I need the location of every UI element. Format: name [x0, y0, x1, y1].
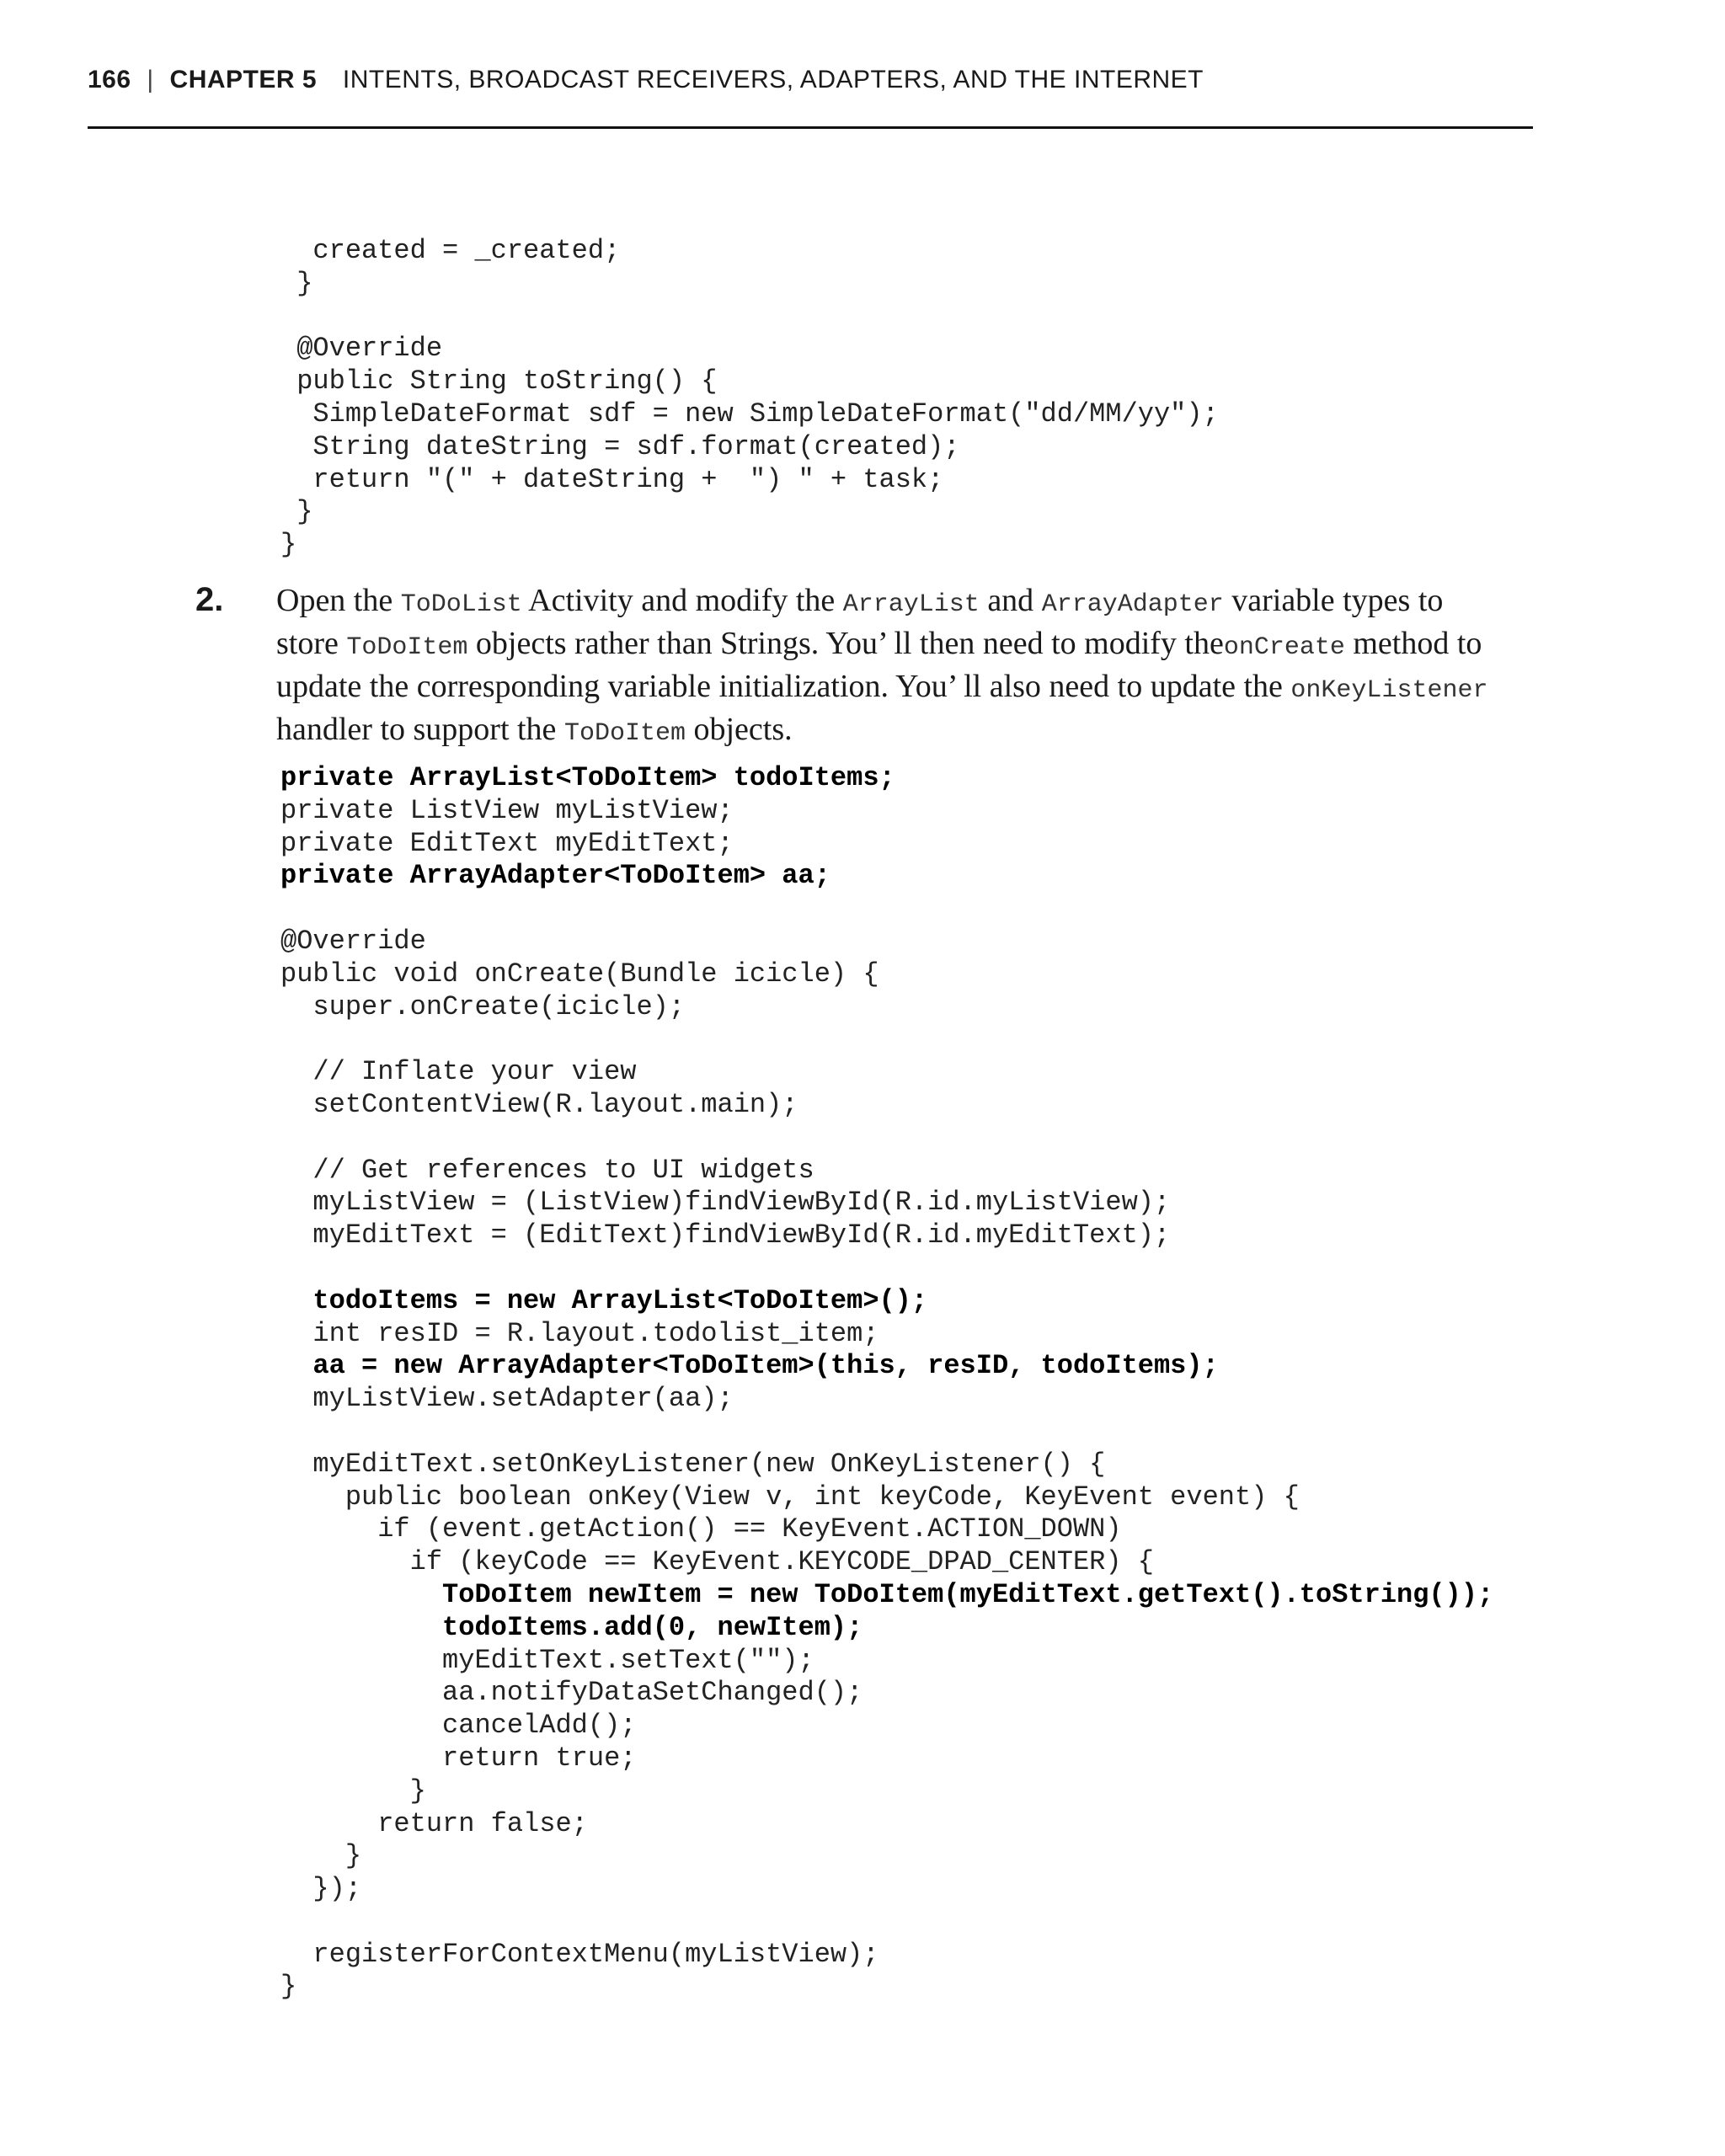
- code-line: }: [280, 496, 313, 528]
- code-line: private ArrayList<ToDoItem> todoItems;: [280, 762, 895, 793]
- code-line: todoItems.add(0, newItem);: [280, 1611, 863, 1643]
- code-line: return false;: [280, 1807, 588, 1839]
- step-number: 2.: [195, 581, 224, 618]
- running-head: [88, 66, 1204, 94]
- step-text: Open the: [276, 583, 401, 618]
- code-line: public String toString() {: [280, 366, 718, 398]
- code-line: private ArrayAdapter<ToDoItem> aa;: [280, 860, 830, 892]
- code-line: [280, 301, 1219, 334]
- header-rule: [88, 126, 1533, 129]
- code-line: [280, 1416, 1493, 1449]
- code-line: }: [280, 1971, 297, 2003]
- code-line: });: [280, 1873, 362, 1905]
- header-separator: |: [147, 66, 154, 93]
- code-line: private EditText myEditText;: [280, 827, 734, 859]
- code-block-tostring: [280, 235, 1219, 562]
- code-line: todoItems = new ArrayList<ToDoItem>();: [280, 1284, 928, 1316]
- code-line: }: [280, 267, 313, 299]
- code-line: ToDoItem newItem = new ToDoItem(myEditText.getText().toString());: [280, 1578, 1494, 1610]
- code-term: onCreate: [1223, 633, 1345, 662]
- code-line: }: [280, 1840, 362, 1872]
- step-paragraph: [276, 581, 1506, 753]
- step-text: objects.: [685, 712, 793, 747]
- code-line: myEditText = (EditText)findViewById(R.id.myEditText);: [280, 1219, 1171, 1251]
- code-line: myListView.setAdapter(aa);: [280, 1383, 734, 1415]
- code-line: registerForContextMenu(myListView);: [280, 1938, 879, 1970]
- code-line: String dateString = sdf.format(created);: [280, 430, 960, 462]
- step-text: variable types to store: [276, 583, 1444, 661]
- code-line: }: [280, 529, 297, 561]
- step-text: handler to support the: [276, 712, 564, 747]
- code-line: public void onCreate(Bundle icicle) {: [280, 958, 879, 990]
- code-line: myEditText.setText("");: [280, 1644, 814, 1676]
- chapter-title: INTENTS, BROADCAST RECEIVERS, ADAPTERS, AND THE INTERNET: [342, 66, 1204, 93]
- code-line: aa.notifyDataSetChanged();: [280, 1677, 863, 1709]
- code-line: aa = new ArrayAdapter<ToDoItem>(this, resID, todoItems);: [280, 1350, 1219, 1382]
- code-line: myListView = (ListView)findViewById(R.id.myListView);: [280, 1187, 1171, 1219]
- page-number: 166: [88, 66, 131, 93]
- step-text: objects rather than Strings. You’ ll then need to modify the: [467, 626, 1224, 661]
- code-term: ToDoItem: [563, 719, 686, 748]
- code-term: ArrayAdapter: [1041, 590, 1224, 619]
- code-line: myEditText.setOnKeyListener(new OnKeyListener() {: [280, 1448, 1106, 1480]
- code-line: [280, 1023, 1493, 1056]
- code-term: ToDoList: [400, 590, 522, 619]
- code-line: [280, 893, 1493, 926]
- code-line: @Override: [280, 333, 443, 365]
- code-line: // Get references to UI widgets: [280, 1154, 814, 1186]
- code-line: if (event.getAction() == KeyEvent.ACTION_DOWN): [280, 1513, 1122, 1545]
- code-line: return true;: [280, 1742, 637, 1774]
- code-line: }: [280, 1774, 426, 1806]
- step-text: method to update the corresponding variable initialization. You’ ll also need to update the: [276, 626, 1482, 704]
- code-line: [280, 1252, 1493, 1285]
- code-line: setContentView(R.layout.main);: [280, 1088, 798, 1120]
- code-term: ToDoItem: [346, 633, 468, 662]
- code-block-oncreate: [280, 762, 1493, 2004]
- code-line: super.onCreate(icicle);: [280, 990, 686, 1022]
- code-line: // Inflate your view: [280, 1056, 637, 1088]
- code-term: ArrayList: [842, 590, 980, 619]
- code-line: [280, 1906, 1493, 1939]
- code-term: onKeyListener: [1290, 676, 1488, 705]
- code-line: if (keyCode == KeyEvent.KEYCODE_DPAD_CENTER) {: [280, 1546, 1154, 1578]
- code-line: int resID = R.layout.todolist_item;: [280, 1317, 879, 1349]
- code-line: [280, 1122, 1493, 1155]
- chapter-label: CHAPTER 5: [169, 66, 318, 93]
- code-line: private ListView myListView;: [280, 794, 734, 826]
- code-line: return "(" + dateString + ") " + task;: [280, 463, 944, 495]
- code-line: cancelAdd();: [280, 1710, 637, 1742]
- code-line: created = _created;: [280, 235, 621, 266]
- code-line: @Override: [280, 925, 426, 957]
- step-text: Activity and modify the: [521, 583, 843, 618]
- code-line: SimpleDateFormat sdf = new SimpleDateFormat("dd/MM/yy");: [280, 398, 1219, 430]
- step-text: and: [979, 583, 1042, 618]
- code-line: public boolean onKey(View v, int keyCode, KeyEvent event) {: [280, 1481, 1300, 1513]
